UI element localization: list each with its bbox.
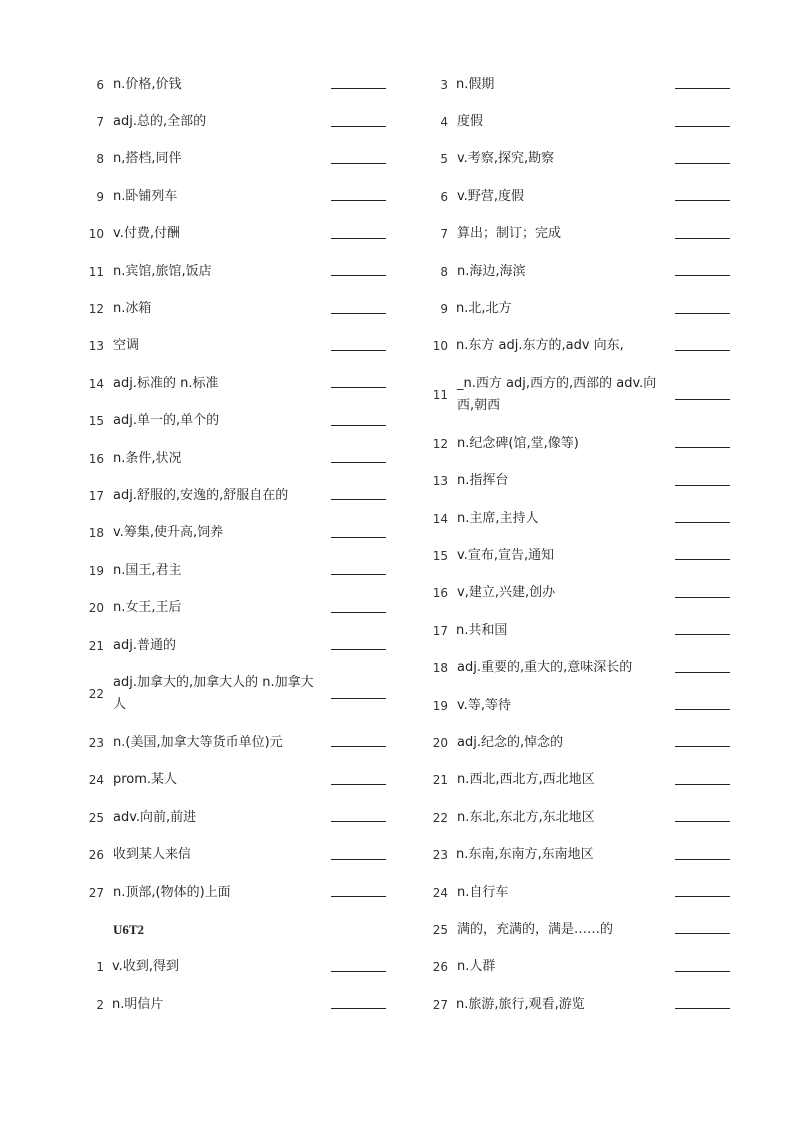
item-number: 17	[432, 623, 448, 638]
item-definition: n.旅游,旅行,观看,游览	[456, 996, 585, 1012]
vocab-row	[420, 575, 740, 612]
answer-blank	[675, 701, 730, 710]
vocab-row	[76, 477, 396, 514]
vocab-row	[76, 66, 396, 103]
item-number: 18	[88, 526, 104, 541]
item-number: 5	[440, 152, 448, 167]
item-number: 18	[432, 661, 448, 676]
right-column	[420, 66, 740, 1023]
item-number: 21	[88, 638, 104, 653]
item-number: 7	[440, 227, 448, 242]
vocab-row	[420, 141, 740, 178]
item-number: 24	[432, 885, 448, 900]
item-number: 11	[432, 388, 448, 403]
item-number: 25	[432, 922, 448, 937]
answer-blank	[331, 813, 386, 822]
answer-blank	[675, 514, 730, 523]
item-number: 9	[96, 189, 104, 204]
answer-blank	[331, 342, 386, 351]
answer-blank	[675, 342, 730, 351]
item-definition: n.海边,海滨	[457, 263, 526, 279]
vocab-row	[76, 986, 396, 1023]
answer-blank	[331, 604, 386, 613]
answer-blank	[331, 267, 386, 276]
answer-blank	[675, 439, 730, 448]
answer-blank	[675, 664, 730, 673]
vocab-row	[420, 612, 740, 649]
item-number: 20	[88, 601, 104, 616]
item-definition: adj.舒服的,安逸的,舒服自在的	[113, 487, 289, 503]
item-definition: adj.纪念的,悼念的	[457, 734, 564, 750]
item-number: 12	[88, 302, 104, 317]
item-number: 13	[88, 339, 104, 354]
vocab-row	[76, 724, 396, 761]
answer-blank	[331, 491, 386, 500]
vocab-row	[420, 724, 740, 761]
item-definition: v.等,等待	[457, 697, 511, 713]
vocab-row	[76, 515, 396, 552]
section-title: U6T2	[113, 921, 145, 937]
vocab-row	[420, 216, 740, 253]
item-number: 19	[432, 698, 448, 713]
item-number: 14	[432, 511, 448, 526]
vocab-row	[76, 440, 396, 477]
item-number: 24	[88, 773, 104, 788]
vocab-row	[420, 911, 740, 948]
item-definition: 度假	[457, 114, 484, 130]
answer-blank	[331, 417, 386, 426]
item-definition: n.自行车	[457, 884, 509, 900]
vocab-row	[76, 178, 396, 215]
item-number: 10	[88, 227, 104, 242]
item-number: 21	[432, 773, 448, 788]
vocab-row	[76, 799, 396, 836]
answer-blank	[675, 118, 730, 127]
item-definition: n.顶部,(物体的)上面	[113, 884, 231, 900]
item-definition: n.主席,主持人	[457, 510, 539, 526]
item-number: 6	[96, 77, 104, 92]
item-number: 1	[96, 960, 104, 975]
item-number: 9	[440, 302, 448, 317]
item-definition: n.明信片	[112, 996, 164, 1012]
vocab-row	[420, 178, 740, 215]
answer-blank	[331, 305, 386, 314]
answer-blank	[675, 477, 730, 486]
left-column	[76, 66, 396, 1023]
answer-blank	[331, 566, 386, 575]
vocab-row	[76, 103, 396, 140]
item-number: 16	[432, 586, 448, 601]
item-number: 23	[432, 848, 448, 863]
item-number: 17	[88, 488, 104, 503]
vocab-row	[76, 141, 396, 178]
vocab-row	[420, 328, 740, 365]
answer-blank	[675, 1000, 730, 1009]
item-definition: n.西北,西北方,西北地区	[457, 772, 595, 788]
item-number: 15	[88, 414, 104, 429]
answer-blank	[675, 626, 730, 635]
item-definition: v.付费,付酬	[113, 226, 180, 242]
answer-blank	[675, 155, 730, 164]
vocab-row	[76, 365, 396, 402]
item-definition: n.东南,东南方,东南地区	[456, 847, 594, 863]
item-definition: n.假期	[456, 76, 495, 92]
answer-blank	[331, 738, 386, 747]
item-definition: v.考察,探究,勘察	[457, 151, 555, 167]
item-definition: n,搭档,同伴	[113, 151, 182, 167]
vocab-row	[76, 874, 396, 911]
answer-blank	[331, 80, 386, 89]
item-definition: n.女王,王后	[113, 600, 182, 616]
answer-blank	[675, 192, 730, 201]
item-definition: n.指挥台	[457, 473, 509, 489]
answer-blank	[331, 118, 386, 127]
item-number: 25	[88, 810, 104, 825]
item-number: 12	[432, 436, 448, 451]
item-definition: adj.加拿大的,加拿大人的 n.加拿大人	[113, 675, 314, 713]
answer-blank	[675, 305, 730, 314]
answer-blank	[675, 776, 730, 785]
item-number: 2	[96, 997, 104, 1012]
item-number: 11	[88, 264, 104, 279]
item-definition: n.卧铺列车	[113, 188, 178, 204]
answer-blank	[675, 551, 730, 560]
item-definition: adj.单一的,单个的	[113, 413, 220, 429]
answer-blank	[331, 888, 386, 897]
vocab-row	[420, 365, 740, 425]
item-definition: n.纪念碑(馆,堂,像等)	[457, 435, 579, 451]
item-definition: adj.普通的	[113, 637, 176, 653]
vocab-row	[420, 836, 740, 873]
vocab-row	[76, 290, 396, 327]
answer-blank	[331, 1000, 386, 1009]
answer-blank	[675, 963, 730, 972]
item-definition: n.条件,状况	[113, 450, 182, 466]
item-number: 4	[440, 115, 448, 130]
item-definition: n.东方 adj.东方的,adv 向东,	[456, 338, 624, 354]
answer-blank	[675, 738, 730, 747]
item-number: 26	[88, 848, 104, 863]
item-number: 10	[432, 339, 448, 354]
answer-blank	[331, 851, 386, 860]
answer-blank	[331, 155, 386, 164]
item-definition: n.共和国	[456, 622, 508, 638]
item-definition: n.北,北方	[456, 301, 512, 317]
item-definition: n.冰箱	[113, 301, 152, 317]
vocab-row	[420, 253, 740, 290]
item-definition: adj.重要的,重大的,意味深长的	[457, 660, 633, 676]
vocab-row	[76, 328, 396, 365]
vocab-row	[420, 66, 740, 103]
answer-blank	[675, 589, 730, 598]
item-definition: v.野营,度假	[457, 188, 524, 204]
vocab-row	[76, 589, 396, 626]
item-definition: 算出；制订；完成	[457, 226, 562, 242]
answer-blank	[675, 813, 730, 822]
answer-blank	[331, 379, 386, 388]
item-definition: v,建立,兴建,创办	[457, 585, 556, 601]
answer-blank	[331, 192, 386, 201]
vocab-row	[420, 425, 740, 462]
item-number: 13	[432, 474, 448, 489]
vocab-row	[420, 103, 740, 140]
item-number: 22	[88, 687, 104, 702]
vocab-row	[76, 836, 396, 873]
item-number: 19	[88, 563, 104, 578]
answer-blank	[331, 454, 386, 463]
item-definition: adj.标准的 n.标准	[113, 375, 219, 391]
item-number: 8	[440, 264, 448, 279]
answer-blank	[675, 888, 730, 897]
item-definition: v.收到,得到	[112, 959, 179, 975]
item-definition: n.(美国,加拿大等货币单位)元	[113, 734, 283, 750]
item-number: 27	[88, 885, 104, 900]
vocab-row	[420, 290, 740, 327]
item-definition: adv.向前,前进	[113, 809, 197, 825]
item-number: 3	[440, 77, 448, 92]
vocab-row	[76, 216, 396, 253]
item-number: 6	[440, 189, 448, 204]
vocab-row	[420, 986, 740, 1023]
item-number: 14	[88, 376, 104, 391]
vocab-row	[76, 949, 396, 986]
vocab-row	[76, 762, 396, 799]
vocab-row	[420, 463, 740, 500]
answer-blank	[331, 230, 386, 239]
vocab-row	[420, 874, 740, 911]
item-number: 27	[432, 997, 448, 1012]
item-definition: v.筹集,使升高,饲养	[113, 525, 224, 541]
item-definition: n.东北,东北方,东北地区	[457, 809, 595, 825]
vocab-row	[420, 949, 740, 986]
vocab-row	[420, 799, 740, 836]
vocab-row	[420, 649, 740, 686]
item-definition: n.人群	[457, 959, 496, 975]
vocab-row	[76, 627, 396, 664]
answer-blank	[331, 776, 386, 785]
vocab-row	[420, 500, 740, 537]
vocab-row	[76, 552, 396, 589]
item-definition: n.价格,价钱	[113, 76, 182, 92]
item-definition: 收到某人来信	[113, 847, 192, 863]
answer-blank	[675, 851, 730, 860]
item-number: 15	[432, 548, 448, 563]
vocab-row	[420, 687, 740, 724]
vocab-row	[76, 253, 396, 290]
answer-blank	[331, 963, 386, 972]
item-definition: 空调	[113, 338, 140, 354]
item-definition: prom.某人	[113, 772, 178, 788]
answer-blank	[675, 267, 730, 276]
vocab-row	[76, 403, 396, 440]
vocab-row	[420, 537, 740, 574]
item-definition: 满的，充满的，满是……的	[457, 921, 614, 937]
vocab-row	[76, 664, 396, 724]
item-number: 22	[432, 810, 448, 825]
item-number: 8	[96, 152, 104, 167]
vocab-row	[420, 762, 740, 799]
item-number: 20	[432, 735, 448, 750]
item-number: 7	[96, 115, 104, 130]
item-definition: _n.西方 adj,西方的,西部的 adv.向西,朝西	[457, 376, 657, 414]
answer-blank	[331, 690, 386, 699]
item-number: 26	[432, 960, 448, 975]
answer-blank	[331, 641, 386, 650]
answer-blank	[675, 80, 730, 89]
item-definition: n.国王,君主	[113, 562, 182, 578]
answer-blank	[675, 925, 730, 934]
answer-blank	[331, 529, 386, 538]
item-definition: v.宣布,宣告,通知	[457, 547, 555, 563]
answer-blank	[675, 230, 730, 239]
item-definition: n.宾馆,旅馆,饭店	[113, 263, 212, 279]
item-number: 16	[88, 451, 104, 466]
item-number: 23	[88, 735, 104, 750]
section-heading	[76, 911, 396, 948]
item-definition: adj.总的,全部的	[113, 114, 207, 130]
answer-blank	[675, 391, 730, 400]
